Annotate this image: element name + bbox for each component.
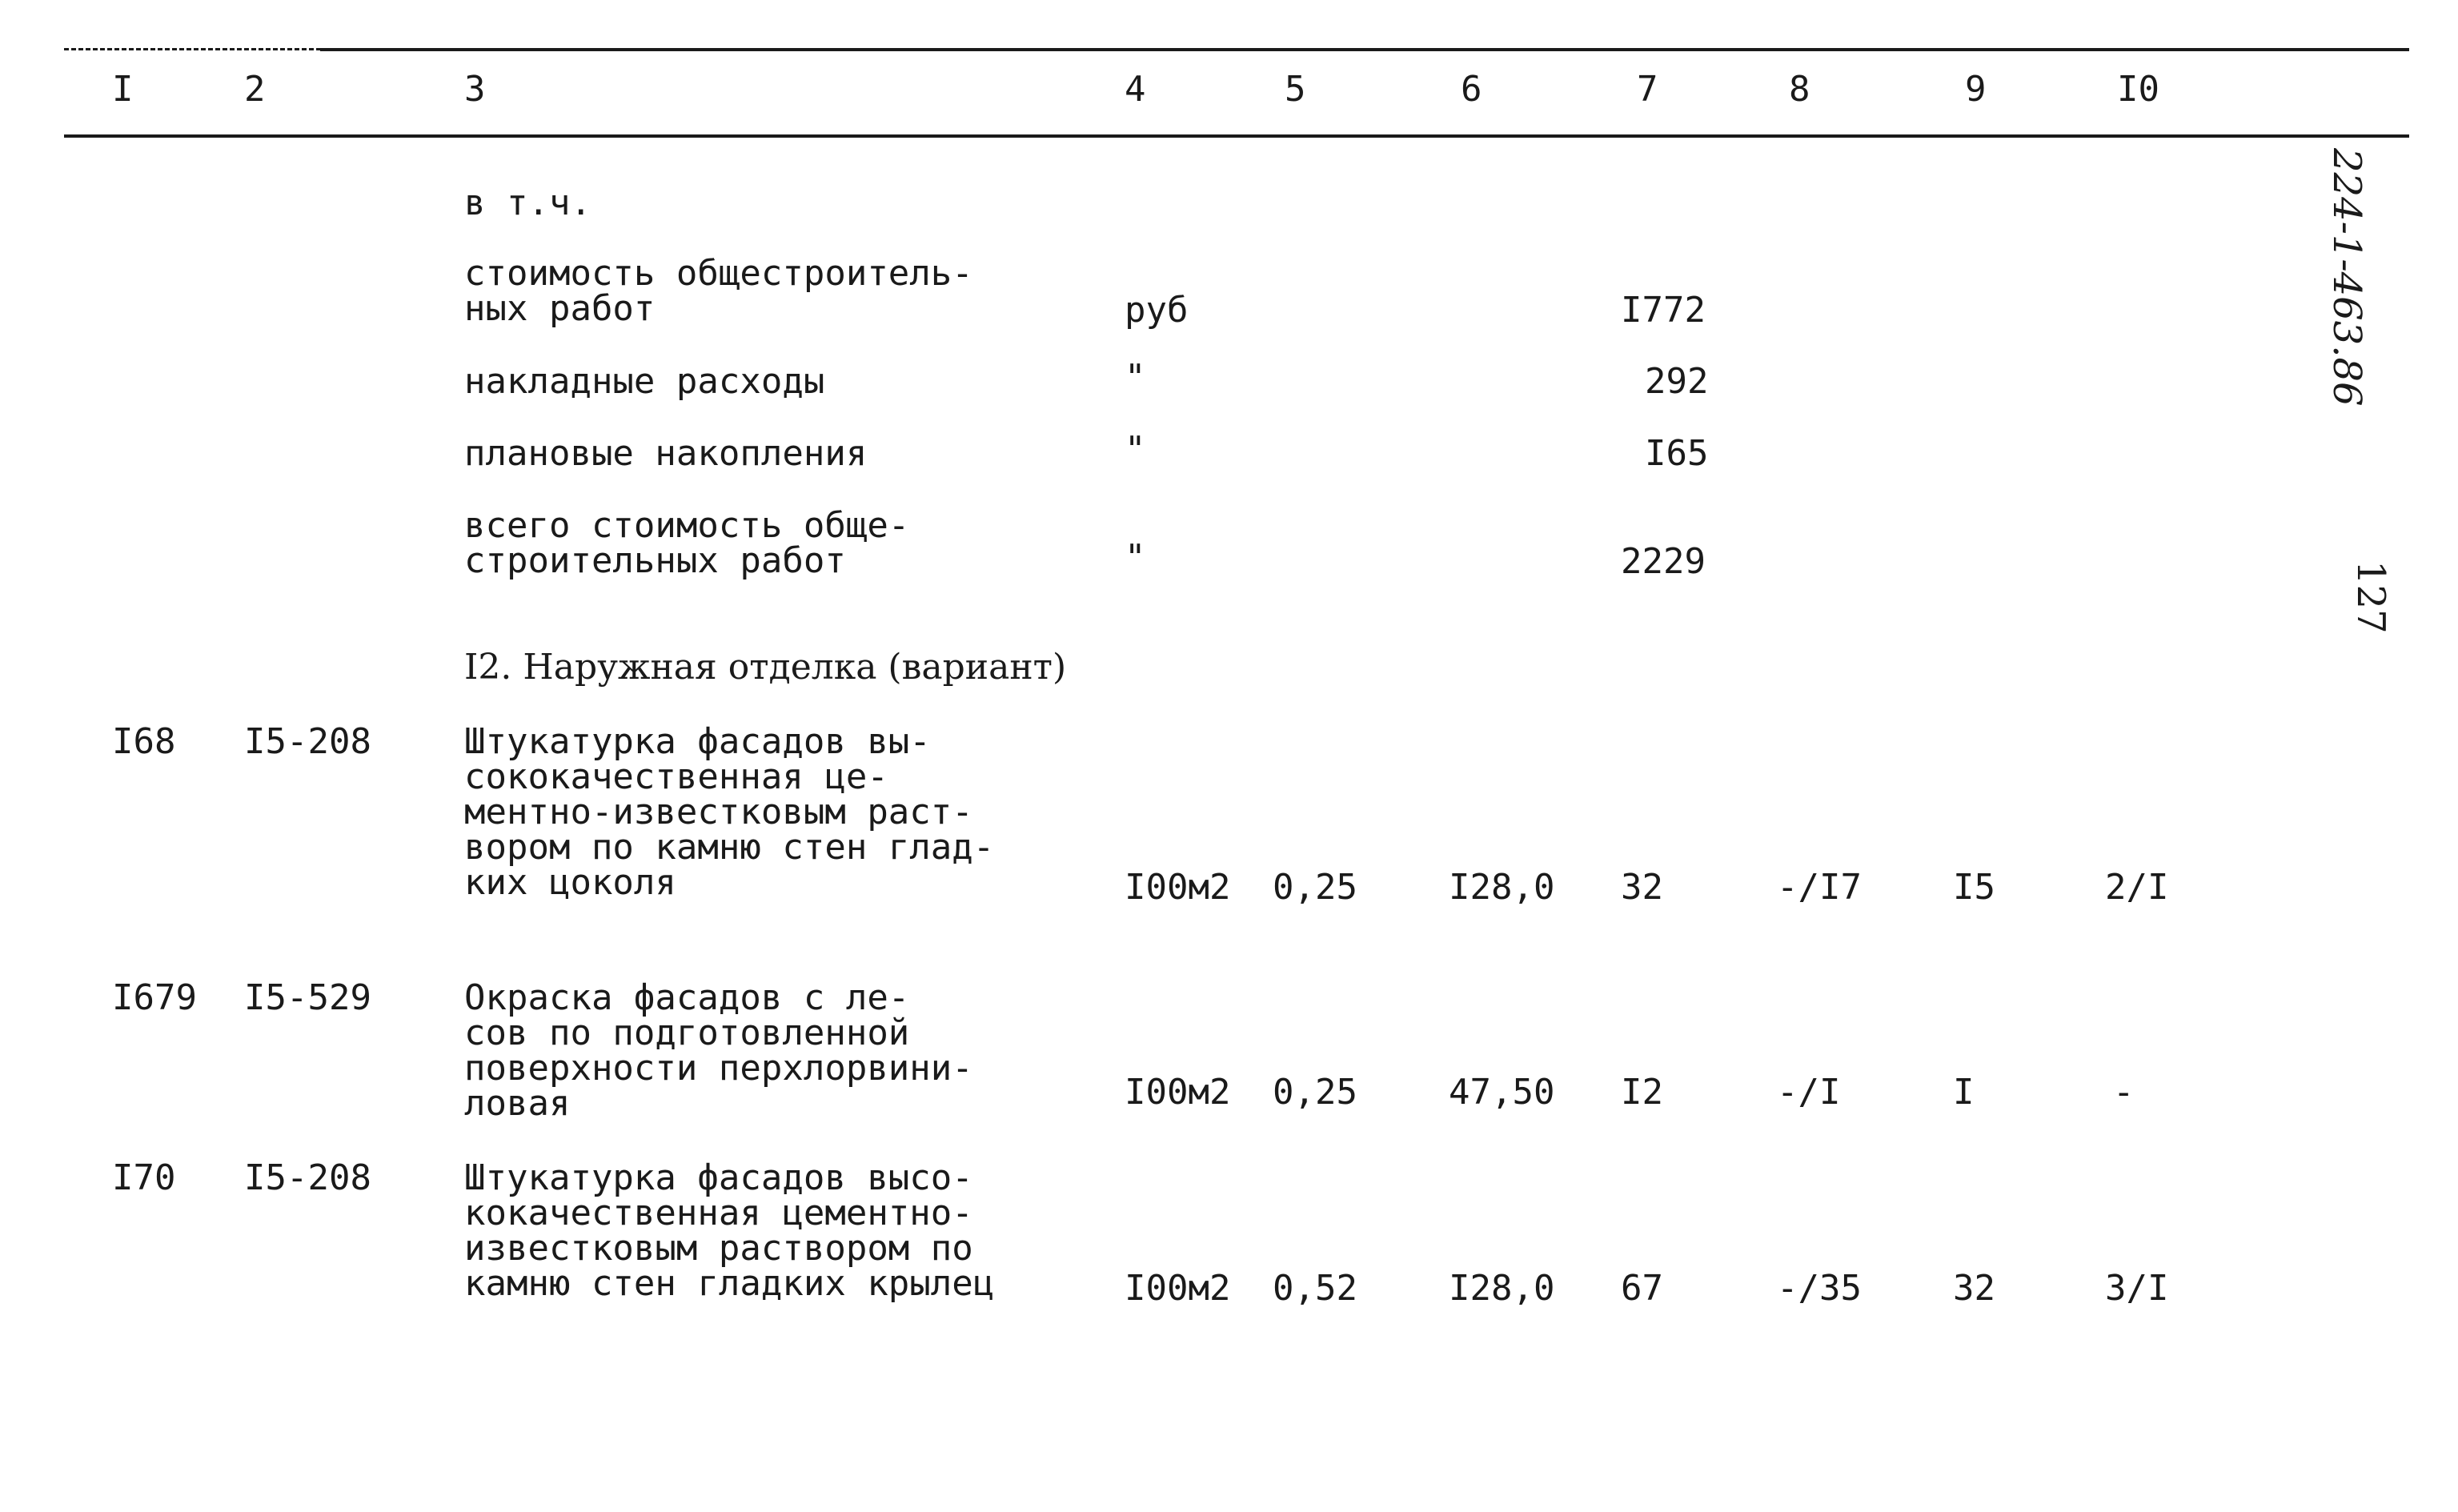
subtotal-value: I65 — [1645, 433, 1709, 474]
item-col10: 2/I — [2105, 867, 2169, 908]
col-header-9: 9 — [1965, 69, 1987, 110]
subtotal-unit: руб — [1125, 290, 1189, 331]
desc-line: сов по подготовленной — [464, 1013, 910, 1053]
subtotal-unit: " — [1125, 429, 1146, 470]
document-number: 224-1-463.86 — [2324, 148, 2369, 407]
col-header-10: I0 — [2117, 69, 2159, 110]
col-header-8: 8 — [1789, 69, 1810, 110]
subtotal-row-desc — [464, 433, 868, 474]
subtotal-intro: в т.ч. — [464, 182, 591, 223]
desc-line: Окраска фасадов с ле- — [464, 977, 910, 1018]
item-unit: I00м2 — [1125, 1072, 1231, 1113]
item-qty: 0,25 — [1273, 867, 1357, 908]
item-col8: -/35 — [1777, 1268, 1862, 1309]
col-header-1: I — [112, 69, 134, 110]
desc-line: сококачественная це- — [464, 756, 888, 797]
subtotal-row-desc — [464, 361, 825, 402]
top-rule — [320, 48, 2409, 51]
desc-line: известковым раствором по — [464, 1228, 973, 1269]
desc-line: вором по камню стен глад- — [464, 827, 995, 868]
item-code: I5-529 — [244, 977, 371, 1018]
col-header-7: 7 — [1637, 69, 1658, 110]
col-header-3: 3 — [464, 69, 486, 110]
subtotal-unit: " — [1125, 537, 1146, 578]
desc-line: всего стоимость обще- — [464, 505, 910, 546]
item-unit: I00м2 — [1125, 867, 1231, 908]
item-col9: I5 — [1953, 867, 1995, 908]
item-cost: 32 — [1621, 867, 1663, 908]
item-description — [464, 721, 995, 903]
desc-line: камню стен гладких крылец — [464, 1263, 995, 1304]
desc-line: строительных работ — [464, 540, 846, 581]
item-col8: -/I7 — [1777, 867, 1862, 908]
item-price: I28,0 — [1449, 867, 1555, 908]
item-col10: 3/I — [2105, 1268, 2169, 1309]
item-number: I68 — [112, 721, 176, 762]
top-rule-dashed — [64, 48, 328, 50]
subtotal-row-desc — [464, 505, 910, 581]
desc-line: ментно-известковым раст- — [464, 792, 973, 832]
desc-line: поверхности перхлорвини- — [464, 1048, 973, 1089]
item-code: I5-208 — [244, 1157, 371, 1198]
item-description — [464, 977, 973, 1124]
desc-line: кокачественная цементно- — [464, 1193, 973, 1233]
subtotal-row-desc — [464, 253, 973, 329]
page-number: 127 — [2348, 560, 2393, 634]
item-col8: -/I — [1777, 1072, 1841, 1113]
col-header-2: 2 — [244, 69, 266, 110]
col-header-6: 6 — [1461, 69, 1482, 110]
subtotal-value: 2229 — [1621, 541, 1706, 582]
desc-line: стоимость общестроитель- — [464, 253, 973, 294]
subtotal-value: 292 — [1645, 361, 1709, 402]
section-title: I2. Наружная отделка (вариант) — [464, 647, 1067, 688]
item-col10: - — [2113, 1072, 2135, 1113]
desc-line: ных работ — [464, 288, 656, 329]
item-description — [464, 1157, 995, 1304]
col-header-4: 4 — [1125, 69, 1146, 110]
item-qty: 0,25 — [1273, 1072, 1357, 1113]
desc-line: Штукатурка фасадов вы- — [464, 721, 931, 762]
item-price: I28,0 — [1449, 1268, 1555, 1309]
item-number: I70 — [112, 1157, 176, 1198]
item-col9: I — [1953, 1072, 1975, 1113]
desc-line: ких цоколя — [464, 862, 676, 903]
desc-line: Штукатурка фасадов высо- — [464, 1157, 973, 1198]
item-unit: I00м2 — [1125, 1268, 1231, 1309]
item-qty: 0,52 — [1273, 1268, 1357, 1309]
subtotal-unit: " — [1125, 357, 1146, 398]
col-header-5: 5 — [1285, 69, 1306, 110]
subtotal-value: I772 — [1621, 290, 1706, 331]
item-col9: 32 — [1953, 1268, 1995, 1309]
desc-line: накладные расходы — [464, 361, 825, 402]
item-price: 47,50 — [1449, 1072, 1555, 1113]
desc-line: плановые накопления — [464, 433, 868, 474]
header-bottom-rule — [64, 134, 2409, 138]
item-number: I679 — [112, 977, 197, 1018]
item-cost: I2 — [1621, 1072, 1663, 1113]
item-code: I5-208 — [244, 721, 371, 762]
item-cost: 67 — [1621, 1268, 1663, 1309]
desc-line: ловая — [464, 1083, 571, 1124]
